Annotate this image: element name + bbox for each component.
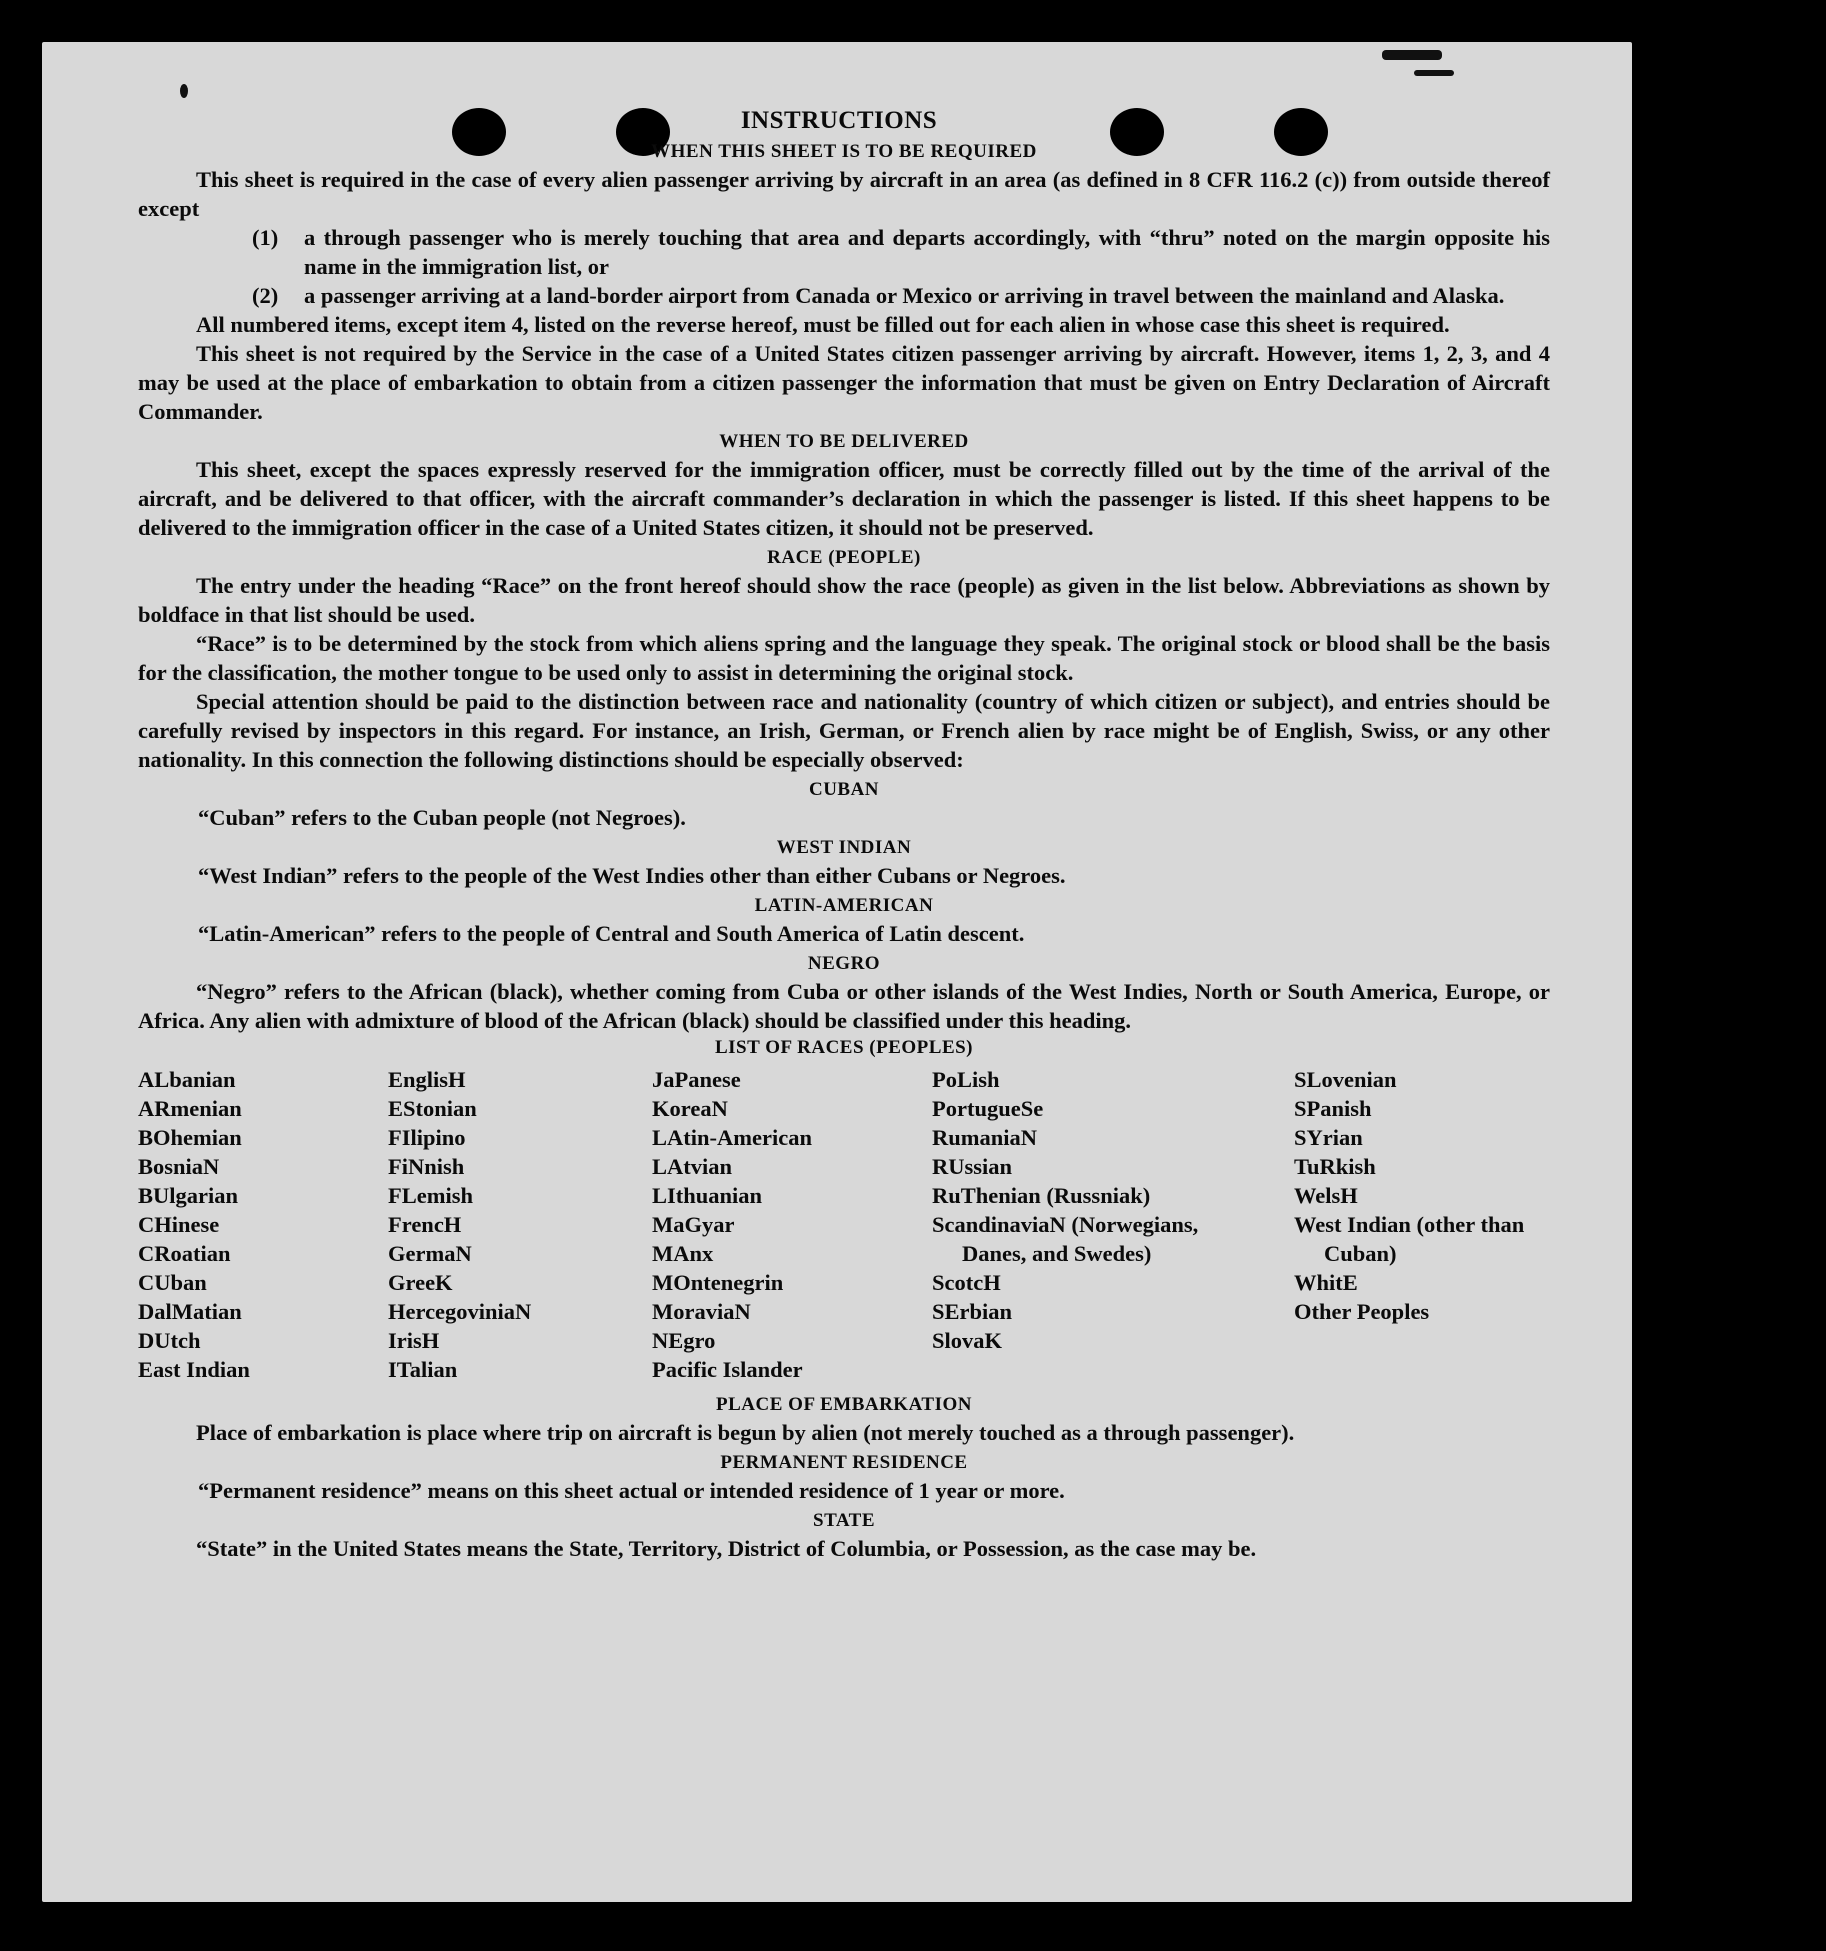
race-item: ScotcH: [932, 1270, 1001, 1295]
race-item: RuThenian (Russniak): [932, 1183, 1151, 1208]
races-column: [652, 1065, 932, 1384]
definition: “West Indian” refers to the people of the West Indies other than either Cubans or Negroes.: [198, 863, 1066, 888]
item-number: (1): [252, 225, 279, 250]
race-item: RumaniaN: [932, 1125, 1038, 1150]
race-item: DalMatian: [138, 1299, 242, 1324]
races-column: [1294, 1065, 1550, 1384]
section-heading: PLACE OF EMBARKATION: [716, 1394, 972, 1415]
race-item: IrisH: [388, 1328, 440, 1353]
races-column: [388, 1065, 652, 1384]
race-item: SlovaK: [932, 1328, 1003, 1353]
race-item: ARmenian: [138, 1096, 242, 1121]
race-item: NEgro: [652, 1328, 716, 1353]
list-item: [138, 223, 1550, 281]
section-heading: RACE (PEOPLE): [767, 547, 921, 568]
paragraph: “Permanent residence” means on this sheet actual or intended residence of 1 year or more.: [198, 1478, 1065, 1503]
race-item: East Indian: [138, 1357, 250, 1382]
race-item: KoreaN: [652, 1096, 728, 1121]
item-number: (2): [252, 283, 279, 308]
race-item: Pacific Islander: [652, 1357, 803, 1382]
race-item: ITalian: [388, 1357, 458, 1382]
section-heading: WHEN TO BE DELIVERED: [719, 431, 969, 452]
instructions-body: [138, 106, 1550, 1563]
race-item: TuRkish: [1294, 1154, 1376, 1179]
race-item: PoLish: [932, 1067, 1000, 1092]
paragraph: The entry under the heading “Race” on the front hereof should show the race (people) as given in the list below. Abbreviations as shown by boldface in that list should be used.: [138, 573, 1550, 627]
race-item: WhitE: [1294, 1270, 1358, 1295]
race-item: CHinese: [138, 1212, 220, 1237]
paragraph: This sheet is not required by the Service in the case of a United States citizen passenger arriving by aircraft. However, items 1, 2, 3, and 4 may be used at the place of embarkation to obtain from a citizen passenger the information that must be given on Entry Declaration of Aircraft Commander.: [138, 341, 1550, 424]
race-item: DUtch: [138, 1328, 201, 1353]
definition: “Cuban” refers to the Cuban people (not Negroes).: [198, 805, 686, 830]
race-item: PortugueSe: [932, 1096, 1044, 1121]
section-heading: PERMANENT RESIDENCE: [720, 1452, 968, 1473]
race-item: FiNnish: [388, 1154, 465, 1179]
paragraph: “Race” is to be determined by the stock from which aliens spring and the language they speak. The original stock or blood shall be the basis for the classification, the mother tongue to be used only to assist in determining the original stock.: [138, 631, 1550, 685]
race-item: SPanish: [1294, 1096, 1372, 1121]
race-item: CUban: [138, 1270, 207, 1295]
race-item: CRoatian: [138, 1241, 231, 1266]
section-heading: CUBAN: [808, 779, 880, 800]
race-item: GermaN: [388, 1241, 472, 1266]
race-item: FIlipino: [388, 1125, 466, 1150]
race-item: West Indian (other than Cuban): [1294, 1212, 1525, 1266]
race-item: MOntenegrin: [652, 1270, 784, 1295]
race-item: WelsH: [1294, 1183, 1358, 1208]
paragraph: All numbered items, except item 4, listed on the reverse hereof, must be filled out for each alien in whose case this sheet is required.: [196, 312, 1450, 337]
races-list: [138, 1065, 1550, 1384]
race-item: SYrian: [1294, 1125, 1363, 1150]
race-item: ALbanian: [138, 1067, 236, 1092]
races-column: [138, 1065, 388, 1384]
race-item: BosniaN: [138, 1154, 220, 1179]
race-item: BOhemian: [138, 1125, 242, 1150]
race-item: EStonian: [388, 1096, 477, 1121]
section-heading: WHEN THIS SHEET IS TO BE REQUIRED: [651, 141, 1037, 162]
paragraph: This sheet is required in the case of every alien passenger arriving by aircraft in an area (as defined in 8 CFR 116.2 (c)) from outside thereof except: [138, 167, 1550, 221]
section-heading: LATIN-AMERICAN: [754, 895, 934, 916]
race-item: HercegoviniaN: [388, 1299, 532, 1324]
definition: “Latin-American” refers to the people of Central and South America of Latin descent.: [198, 921, 1025, 946]
section-heading: LIST OF RACES (PEOPLES): [714, 1037, 974, 1058]
race-item: SErbian: [932, 1299, 1013, 1324]
race-item: MoraviaN: [652, 1299, 751, 1324]
race-item: GreeK: [388, 1270, 453, 1295]
paragraph: This sheet, except the spaces expressly reserved for the immigration officer, must be correctly filled out by the time of the arrival of the aircraft, and be delivered to that officer, with the aircraft commander’s declaration in which the passenger is listed. If this sheet happens to be delivered to the immigration officer in the case of a United States citizen, it should not be preserved.: [138, 457, 1550, 540]
race-item: Other Peoples: [1294, 1299, 1430, 1324]
race-item: MAnx: [652, 1241, 714, 1266]
race-item: LIthuanian: [652, 1183, 763, 1208]
race-item: FrencH: [388, 1212, 462, 1237]
item-text: a passenger arriving at a land-border airport from Canada or Mexico or arriving in travel between the mainland and Alaska.: [304, 283, 1505, 308]
list-item: [138, 281, 1550, 310]
section-heading: STATE: [813, 1510, 875, 1531]
race-item: RUssian: [932, 1154, 1013, 1179]
item-text: a through passenger who is merely touching that area and departs accordingly, with “thru” noted on the margin opposite his name in the immigration list, or: [304, 225, 1550, 279]
paragraph: “State” in the United States means the State, Territory, District of Columbia, or Possession, as the case may be.: [196, 1536, 1257, 1561]
paragraph: Place of embarkation is place where trip on aircraft is begun by alien (not merely touched as a through passenger).: [196, 1420, 1295, 1445]
races-column: [932, 1065, 1294, 1384]
page-title: INSTRUCTIONS: [740, 107, 938, 134]
race-item: LAtvian: [652, 1154, 733, 1179]
race-item: JaPanese: [652, 1067, 741, 1092]
race-item: EnglisH: [388, 1067, 466, 1092]
section-heading: NEGRO: [807, 953, 881, 974]
race-item: SLovenian: [1294, 1067, 1397, 1092]
race-item: FLemish: [388, 1183, 474, 1208]
race-item: MaGyar: [652, 1212, 735, 1237]
race-item: BUlgarian: [138, 1183, 239, 1208]
race-item: ScandinaviaN (Norwegians, Danes, and Swedes): [932, 1212, 1199, 1266]
definition: “Negro” refers to the African (black), whether coming from Cuba or other islands of the West Indies, North or South America, Europe, or Africa. Any alien with admixture of blood of the African (black) should be classified under this heading.: [138, 979, 1550, 1033]
section-heading: WEST INDIAN: [776, 837, 912, 858]
paragraph: Special attention should be paid to the distinction between race and nationality (country of which citizen or subject), and entries should be carefully revised by inspectors in this regard. For instance, an Irish, German, or French alien by race might be of English, Swiss, or any other nationality. In this connection the following distinctions should be especially observed:: [138, 689, 1550, 772]
race-item: LAtin-American: [652, 1125, 812, 1150]
